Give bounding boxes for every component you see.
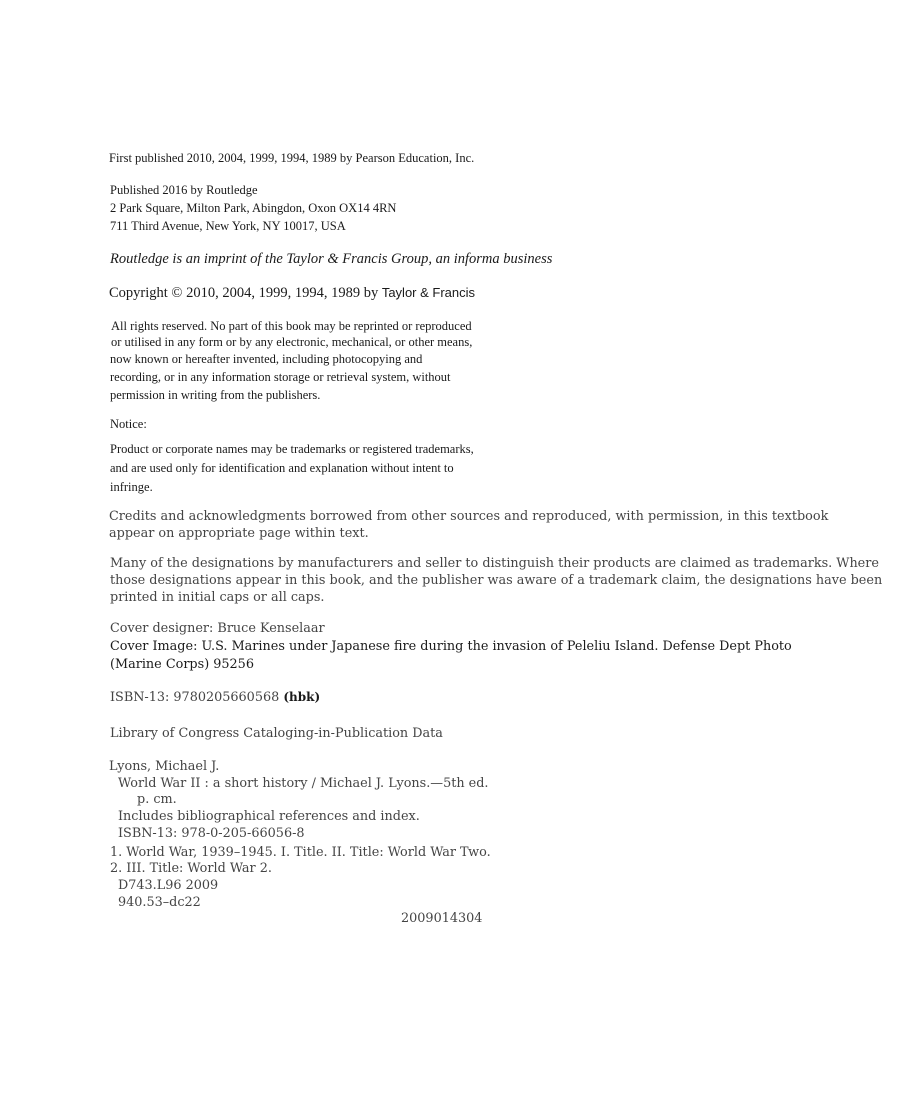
cip-line: ISBN-13: 978-0-205-66056-8 xyxy=(118,826,305,841)
notice-label: Notice: xyxy=(110,417,147,431)
credits-line-2: appear on appropriate page within text. xyxy=(109,526,369,541)
rights-line-1: All rights reserved. No part of this book may be reprinted or reproduced xyxy=(111,319,472,333)
copyright-text: Copyright © 2010, 2004, 1999, 1994, 1989 by xyxy=(109,285,379,301)
cip-line: Includes bibliographical references and index. xyxy=(118,809,420,824)
isbn-line xyxy=(110,691,320,705)
cip-line: 940.53–dc22 xyxy=(118,895,201,910)
cip-line: 2. III. Title: World War 2. xyxy=(110,861,272,876)
rights-line-4: recording, or in any information storage or retrieval system, without xyxy=(110,370,451,384)
trademarks-line-3: printed in initial caps or all caps. xyxy=(110,590,325,605)
cip-line: Lyons, Michael J. xyxy=(109,759,220,774)
rights-line-3: now known or hereafter invented, including photocopying and xyxy=(110,352,423,366)
publisher-address-us: 711 Third Avenue, New York, NY 10017, USA xyxy=(110,219,346,233)
publisher-address-uk: 2 Park Square, Milton Park, Abingdon, Oxon OX14 4RN xyxy=(110,201,397,215)
trademarks-line-2: those designations appear in this book, and the publisher was aware of a trademark claim, the designations have been xyxy=(110,573,883,588)
trademarks-line-1: Many of the designations by manufacturers and seller to distinguish their products are claimed as trademarks. Where xyxy=(110,556,879,571)
imprint-statement: Routledge is an imprint of the Taylor & Francis Group, an informa business xyxy=(110,251,553,267)
isbn-format: (hbk) xyxy=(283,690,321,704)
first-published-line: First published 2010, 2004, 1999, 1994, 1989 by Pearson Education, Inc. xyxy=(109,151,475,165)
cip-heading: Library of Congress Cataloging-in-Publication Data xyxy=(110,726,443,741)
credits-line-1: Credits and acknowledgments borrowed from other sources and reproduced, with permission, in this textbook xyxy=(109,509,829,524)
rights-line-2: or utilised in any form or by any electronic, mechanical, or other means, xyxy=(111,335,473,349)
cip-line: 1. World War, 1939–1945. I. Title. II. Title: World War Two. xyxy=(110,845,491,860)
notice-line-2: and are used only for identification and explanation without intent to xyxy=(110,461,454,475)
cip-line: p. cm. xyxy=(137,792,177,807)
cover-designer: Cover designer: Bruce Kenselaar xyxy=(110,621,325,636)
cip-line: D743.L96 2009 xyxy=(118,878,219,893)
lccn-number: 2009014304 xyxy=(401,911,483,926)
isbn-number: ISBN-13: 9780205660568 xyxy=(110,690,280,705)
copyright-holder: Taylor & Francis xyxy=(381,285,476,300)
notice-line-1: Product or corporate names may be trademarks or registered trademarks, xyxy=(110,442,474,456)
rights-line-5: permission in writing from the publishers. xyxy=(110,388,321,402)
cover-image-line-1: Cover Image: U.S. Marines under Japanese fire during the invasion of Peleliu Island. Defense Dept Photo xyxy=(110,639,792,654)
cover-image-line-2: (Marine Corps) 95256 xyxy=(110,657,254,672)
published-by-line: Published 2016 by Routledge xyxy=(110,183,258,197)
notice-line-3: infringe. xyxy=(110,480,153,494)
cip-line: World War II : a short history / Michael J. Lyons.—5th ed. xyxy=(118,776,489,791)
copyright-line xyxy=(109,286,475,301)
